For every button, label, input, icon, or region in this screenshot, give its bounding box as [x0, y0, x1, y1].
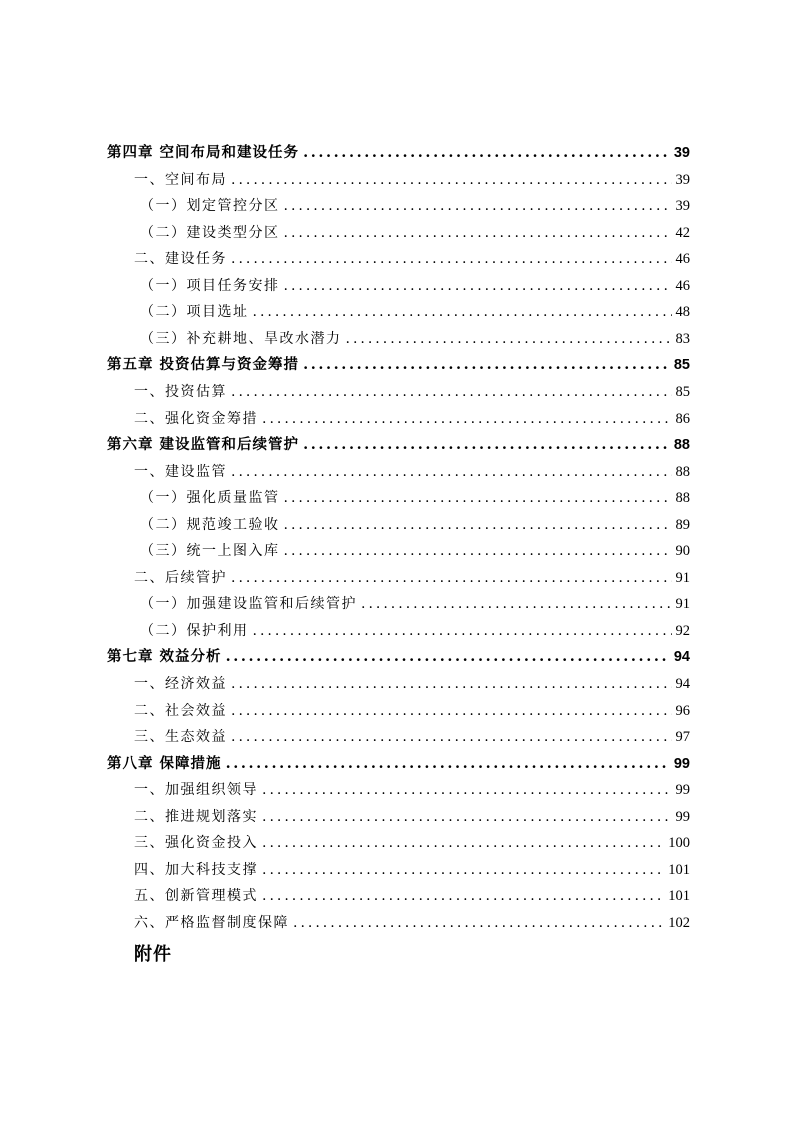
toc-page-number: 99 [673, 755, 690, 772]
toc-leader-dots [293, 913, 664, 933]
toc-leader-dots [231, 727, 672, 747]
toc-leader-dots [231, 249, 672, 269]
toc-leader-dots [231, 462, 672, 482]
toc-page-number: 99 [675, 808, 690, 825]
toc-leader-dots [284, 196, 672, 216]
toc-entry-label: （二）项目选址 [140, 304, 249, 321]
toc-entry-label: 第四章 空间布局和建设任务 [107, 144, 300, 161]
toc-leader-dots [361, 594, 672, 614]
toc-page-number: 91 [675, 569, 690, 586]
toc-chapter-entry[interactable] [107, 754, 690, 774]
toc-section-entry[interactable] [134, 913, 690, 933]
toc-section-entry[interactable] [134, 170, 690, 190]
toc-leader-dots [253, 621, 672, 641]
toc-leader-dots [262, 860, 664, 880]
toc-chapter-entry[interactable] [107, 355, 690, 375]
toc-section-entry[interactable] [134, 409, 690, 429]
toc-page-number: 102 [668, 914, 690, 931]
toc-entry-label: （二）建设类型分区 [140, 224, 280, 241]
toc-page-number: 89 [675, 516, 690, 533]
toc-leader-dots [262, 409, 672, 429]
toc-page-number: 92 [675, 622, 690, 639]
toc-section-entry[interactable] [134, 568, 690, 588]
toc-page-number: 39 [673, 145, 690, 161]
toc-leader-dots [262, 807, 672, 827]
toc-leader-dots [284, 515, 672, 535]
toc-page-number: 39 [675, 198, 690, 215]
toc-entry-label: 二、建设任务 [134, 251, 227, 268]
toc-entry-label: （一）项目任务安排 [140, 277, 280, 294]
toc-subsection-entry[interactable] [140, 302, 690, 322]
toc-subsection-entry[interactable] [140, 196, 690, 216]
toc-page-number: 94 [675, 676, 690, 692]
toc-entry-label: 四、加大科技支撑 [134, 861, 258, 878]
toc-entry-label: 一、加强组织领导 [134, 782, 258, 799]
toc-entry-label: 二、社会效益 [134, 702, 227, 719]
toc-entry-label: 一、建设监管 [134, 463, 227, 480]
toc-subsection-entry[interactable] [140, 223, 690, 243]
toc-entry-label: （三）统一上图入库 [140, 543, 280, 560]
toc-page-number: 90 [675, 543, 690, 560]
toc-leader-dots [262, 886, 664, 906]
toc-page-number: 91 [675, 596, 690, 613]
toc-entry-label: 第八章 保障措施 [107, 754, 222, 772]
toc-page-number: 97 [675, 729, 690, 746]
toc-leader-dots [284, 488, 672, 508]
toc-entry-label: （一）强化质量监管 [140, 490, 280, 507]
toc-entry-label: 五、创新管理模式 [134, 888, 258, 905]
toc-entry-label: 一、投资估算 [134, 383, 227, 400]
toc-subsection-entry[interactable] [140, 621, 690, 641]
toc-page-number: 100 [668, 835, 690, 852]
toc-section-entry[interactable] [134, 860, 690, 880]
toc-subsection-entry[interactable] [140, 329, 690, 349]
toc-leader-dots [226, 647, 670, 667]
toc-subsection-entry[interactable] [140, 541, 690, 561]
toc-leader-dots [284, 541, 672, 561]
toc-page-number: 46 [675, 277, 690, 294]
toc-entry-label: 第七章 效益分析 [107, 648, 222, 666]
toc-entry-label: 一、空间布局 [134, 171, 227, 188]
toc-entry-label: （二）保护利用 [140, 622, 249, 639]
toc-leader-dots [253, 302, 672, 322]
toc-leader-dots [231, 170, 672, 190]
toc-page-number: 48 [675, 304, 690, 321]
toc-entry-label: 二、推进规划落实 [134, 808, 258, 825]
toc-chapter-entry[interactable] [107, 647, 690, 667]
toc-page-number: 39 [675, 171, 690, 188]
toc-section-entry[interactable] [134, 780, 690, 800]
toc-page-number: 94 [673, 649, 690, 666]
toc-entry-label: （三）补充耕地、旱改水潜力 [140, 330, 342, 347]
toc-entry-label: 第六章 建设监管和后续管护 [107, 436, 300, 454]
toc-leader-dots [284, 223, 672, 243]
toc-page-number: 88 [675, 490, 690, 507]
toc-subsection-entry[interactable] [140, 276, 690, 296]
toc-subsection-entry[interactable] [140, 488, 690, 508]
toc-section-entry[interactable] [134, 462, 690, 482]
toc-page-number: 86 [675, 410, 690, 427]
toc-leader-dots [231, 674, 672, 694]
toc-entry-label: （一）加强建设监管和后续管护 [140, 596, 357, 613]
toc-section-entry[interactable] [134, 701, 690, 721]
toc-entry-label: 二、后续管护 [134, 569, 227, 586]
toc-page-number: 99 [675, 782, 690, 799]
toc-page-number: 88 [673, 437, 690, 454]
toc-section-entry[interactable] [134, 382, 690, 402]
toc-entry-label: 六、严格监督制度保障 [134, 914, 289, 931]
toc-section-entry[interactable] [134, 249, 690, 269]
toc-section-entry[interactable] [134, 674, 690, 694]
toc-leader-dots [303, 435, 670, 455]
toc-entry-label: 三、强化资金投入 [134, 835, 258, 852]
toc-leader-dots [231, 568, 672, 588]
toc-subsection-entry[interactable] [140, 594, 690, 614]
toc-section-entry[interactable] [134, 833, 690, 853]
appendix-heading: 附件 [134, 944, 172, 965]
toc-leader-dots [303, 143, 670, 163]
toc-section-entry[interactable] [134, 727, 690, 747]
toc-page-number: 85 [673, 357, 690, 374]
toc-chapter-entry[interactable] [107, 143, 690, 163]
toc-chapter-entry[interactable] [107, 435, 690, 455]
toc-leader-dots [346, 329, 672, 349]
toc-page-number: 96 [675, 702, 690, 719]
toc-entry-label: 三、生态效益 [134, 729, 227, 746]
toc-section-entry[interactable] [134, 807, 690, 827]
toc-page-number: 101 [668, 888, 690, 905]
toc-section-entry[interactable] [134, 886, 690, 906]
toc-page-number: 88 [675, 463, 690, 480]
toc-entry-label: （二）规范竣工验收 [140, 516, 280, 533]
toc-leader-dots [231, 382, 672, 402]
toc-page-number: 42 [675, 224, 690, 241]
toc-page-number: 101 [668, 861, 690, 878]
toc-page-number: 85 [675, 383, 690, 400]
toc-entry-label: 一、经济效益 [134, 676, 227, 692]
toc-page-number: 46 [675, 251, 690, 268]
toc-leader-dots [262, 833, 664, 853]
toc-entry-label: （一）划定管控分区 [140, 198, 280, 215]
toc-leader-dots [231, 701, 672, 721]
toc-leader-dots [284, 276, 672, 296]
toc-leader-dots [303, 355, 670, 375]
toc-entry-label: 二、强化资金筹措 [134, 410, 258, 427]
toc-leader-dots [262, 780, 672, 800]
toc-entry-label: 第五章 投资估算与资金筹措 [107, 356, 300, 374]
toc-page-number: 83 [675, 330, 690, 347]
toc-leader-dots [226, 754, 670, 774]
toc-subsection-entry[interactable] [140, 515, 690, 535]
